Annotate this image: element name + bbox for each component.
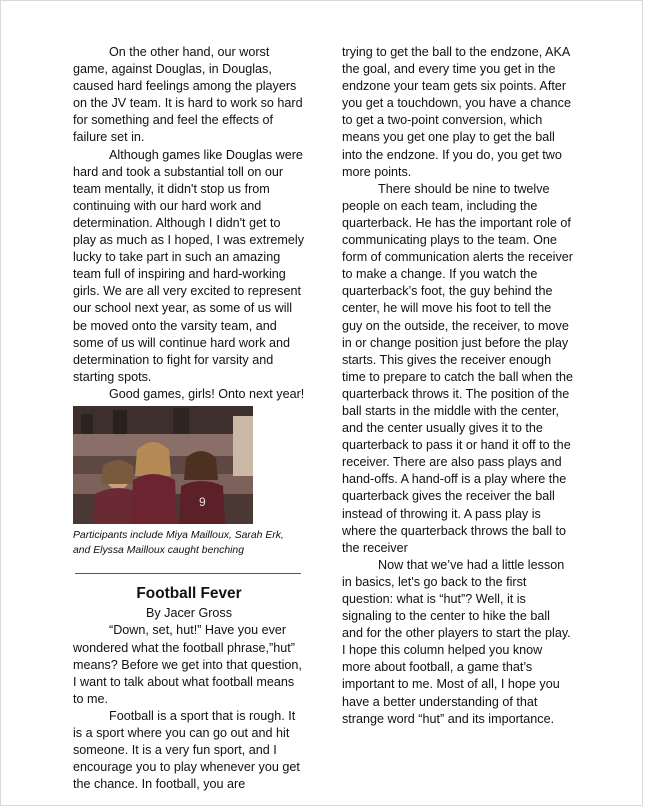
football-paragraph-4: There should be nine to twelve people on each team, including the quarterback. He has the important role of communicating plays to the team. One form of communication alerts the receiver to make a change. If you watch the quarterback’s foot, the guy behind the center, he will move his foot to tell the guy on the outside, the receiver, to move in or change position just before the play starts. This gives the receiver enough time to prepare to catch the ball when the quarterback throws it. The position of the ball starts in the middle with the center, and the center usually gives it to the quarterback to pass it or hand it off to the receiver. There are also pass plays and hand-offs. A hand-off is a play where the quarterback gives the receiver the ball instead of throwing it. A pass play is where the quarterback throws the ball to the receiver (342, 181, 574, 555)
section-divider (75, 573, 301, 574)
jersey-number-9: 9 (199, 494, 206, 509)
team-photo (73, 406, 253, 524)
team-photo-image (73, 406, 253, 524)
right-column (342, 44, 574, 728)
volleyball-paragraph-2: Although games like Douglas were hard and took a substantial toll on our team mentally, it didn't stop us from continuing with our hard work and determination. Although I didn't get to play as much as I hoped, I was extremely lucky to take part in such an amazing team full of inspiring and hard-working girls. We are all very excited to represent our school next year, as some of us will be moved onto the varsity team, and some of us will continue hard work and determination to fight for varsity and starting spots. (73, 147, 304, 384)
football-paragraph-2: Football is a sport that is rough. It is a sport where you can go out and hit someone. It is a very fun sport, and I encourage you to play whenever you get the chance. In football, you are (73, 708, 300, 792)
article-title: Football Fever (136, 585, 242, 603)
volleyball-closing-line: Good games, girls! Onto next year! (109, 386, 305, 401)
volleyball-paragraph-1: On the other hand, our worst game, against Douglas, in Douglas, caused hard feelings among the players on the JV team. It is hard to work so hard for something and feel the effects of failure set in. (73, 45, 303, 145)
football-paragraph-3: trying to get the ball to the endzone, AKA the goal, and every time you get in the endzone your team gets six points. After you get a touchdown, you have a chance to get a two-point conversion, which means you get one play to get the ball into the endzone. If you do, you get two more points. (342, 45, 571, 179)
left-column (73, 44, 305, 793)
article-byline: By Jacer Gross (145, 606, 233, 621)
football-paragraph-5: Now that we’ve had a little lesson in basics, let's go back to the first question: what is “hut”? Well, it is signaling to the center to hike the ball and for the other players to start the play. I hope this column helped you know more about football, a game that’s important to me. Most of all, I hope you have a better understanding of that strange word “hut” and its importance. (342, 557, 571, 726)
football-paragraph-1: “Down, set, hut!” Have you ever wondered what the football phrase,”hut” means? Before we get into that question, I want to talk about what football means to me. (73, 623, 302, 706)
photo-caption: Participants include Miya Mailloux, Sarah Erk, and Elyssa Mailloux caught benching (73, 529, 284, 557)
